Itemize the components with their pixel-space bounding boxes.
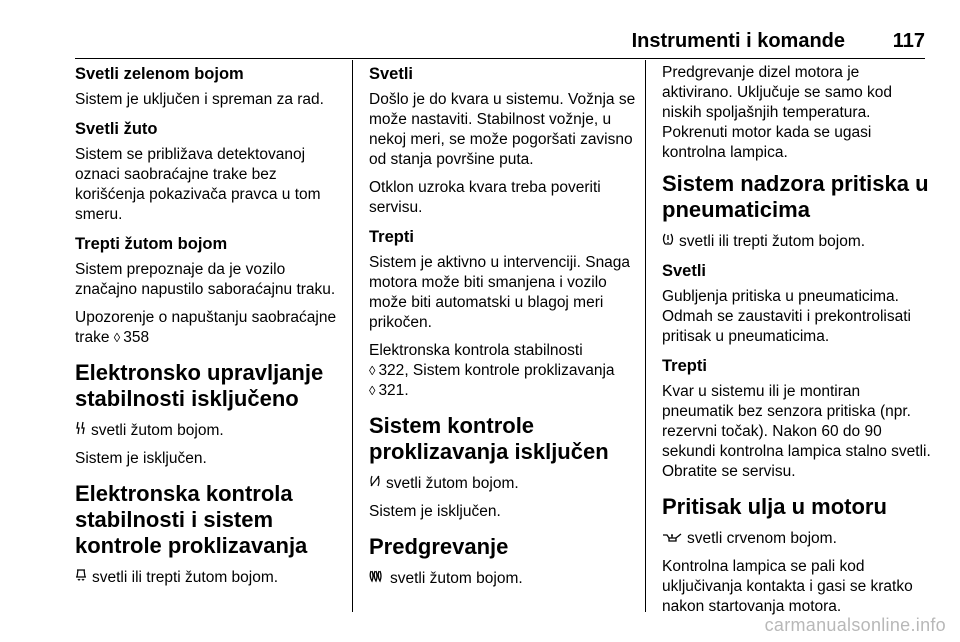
paragraph: Kvar u sistemu ili je montiran pneumatik bez senzora pritiska (npr. rezervni točak). Nakon 60 do 90 sekundi kontrolna lampica stalno svetli. Obratite se servisu. xyxy=(662,383,931,480)
reference-arrow-icon: ◊ xyxy=(369,363,376,378)
watermark: carmanualsonline.info xyxy=(764,615,946,635)
paragraph: Predgrevanje dizel motora je aktivirano. Uključuje se samo kod niskih spoljašnjih temperatura. Pokrenuti motor kada se ugasi kontrolna lampica. xyxy=(662,64,893,161)
paragraph-text: Upozorenje o napuštanju saobraćajne trake xyxy=(75,309,337,346)
section-heading-tpms: Sistem nadzora pritiska u pneumaticima xyxy=(662,171,929,222)
paragraph-with-ref xyxy=(75,308,345,348)
subheading-yellow: Svetli žuto xyxy=(75,120,158,138)
paragraph: Sistem prepoznaje da je vozilo značajno napustilo saborаćajnu traku. xyxy=(75,261,336,298)
paragraph: Došlo je do kvara u sistemu. Vožnja se može nastaviti. Stabilnost vožnje, u nekoj meri, se može pogoršati zavisno od stanja površine puta. xyxy=(369,91,636,168)
column-3 xyxy=(662,63,932,625)
paragraph: Sistem je uključen i spreman za rad. xyxy=(75,91,324,108)
paragraph: Gubljenja pritiska u pneumaticima. Odmah se zaustaviti i prekontrolisati pritisak u pneumaticima. xyxy=(662,288,911,345)
reference-arrow-icon: ◊ xyxy=(113,330,121,345)
subheading-blink: Trepti žutom bojom xyxy=(75,235,228,253)
column-divider xyxy=(352,60,353,612)
subheading-trepti: Trepti xyxy=(662,357,707,375)
subheading-trepti: Trepti xyxy=(369,228,414,246)
paragraph: Sistem je aktivno u intervenciji. Snaga motora može biti smanjena i vozilo može biti automatski u blagoj meri prikočen. xyxy=(369,254,631,331)
paragraph: Otklon uzroka kvara treba poveriti servisu. xyxy=(369,179,601,216)
column-divider xyxy=(645,60,646,612)
subheading-svetli: Svetli xyxy=(662,262,707,280)
paragraph: svetli ili trepti žutom bojom. xyxy=(662,231,932,252)
paragraph: svetli žutom bojom. xyxy=(369,568,639,589)
paragraph: Sistem se približava detektovanoj oznaci saobraćajne trake bez korišćenja pokazivača pravca u tom smeru. xyxy=(75,146,321,223)
paragraph-with-ref: Elektronska kontrola stabilnosti ◊ 322, Sistem kontrole proklizavanja ◊ 321. xyxy=(369,342,615,399)
section-heading-oil: Pritisak ulja u motoru xyxy=(662,494,887,519)
oil-can-icon xyxy=(662,528,682,548)
paragraph: svetli žutom bojom. xyxy=(75,420,345,441)
tire-pressure-icon xyxy=(662,231,674,251)
paragraph: svetli žutom bojom. xyxy=(369,473,639,494)
esc-off-icon xyxy=(75,420,86,440)
subheading-green: Svetli zelenom bojom xyxy=(75,65,244,83)
paragraph: Sistem je isključen. xyxy=(369,503,501,520)
page-header xyxy=(75,28,925,59)
reference-arrow-icon: ◊ xyxy=(369,383,376,398)
section-heading-esc-tc: Elektronska kontrola stabilnosti i sistem kontrole proklizavanja xyxy=(75,481,308,558)
paragraph: Sistem je isključen. xyxy=(75,450,207,467)
page-ref-link[interactable]: 358 xyxy=(123,329,150,346)
column-1 xyxy=(75,63,345,596)
page-number: 117 xyxy=(892,30,925,52)
paragraph: svetli ili trepti žutom bojom. xyxy=(75,567,345,588)
preheat-coil-icon xyxy=(369,568,385,588)
section-heading-esc-off: Elektronsko upravljanje stabilnosti isključeno xyxy=(75,360,324,411)
paragraph: Kontrolna lampica se pali kod uključivanja kontakta i gasi se kratko nakon startovanja motora. xyxy=(662,558,913,615)
esc-icon xyxy=(75,567,87,587)
page-header-title: Instrumenti i komande xyxy=(631,30,845,52)
paragraph: svetli crvenom bojom. xyxy=(662,528,932,549)
tc-off-icon xyxy=(369,473,381,493)
section-heading-preheat: Predgrevanje xyxy=(369,534,509,559)
section-heading-tc-off: Sistem kontrole proklizavanja isključen xyxy=(369,413,609,464)
subheading-svetli: Svetli xyxy=(369,65,414,83)
page-ref-link[interactable]: 322 xyxy=(378,362,405,379)
page-ref-link[interactable]: 321 xyxy=(378,382,405,399)
column-2 xyxy=(369,63,639,597)
